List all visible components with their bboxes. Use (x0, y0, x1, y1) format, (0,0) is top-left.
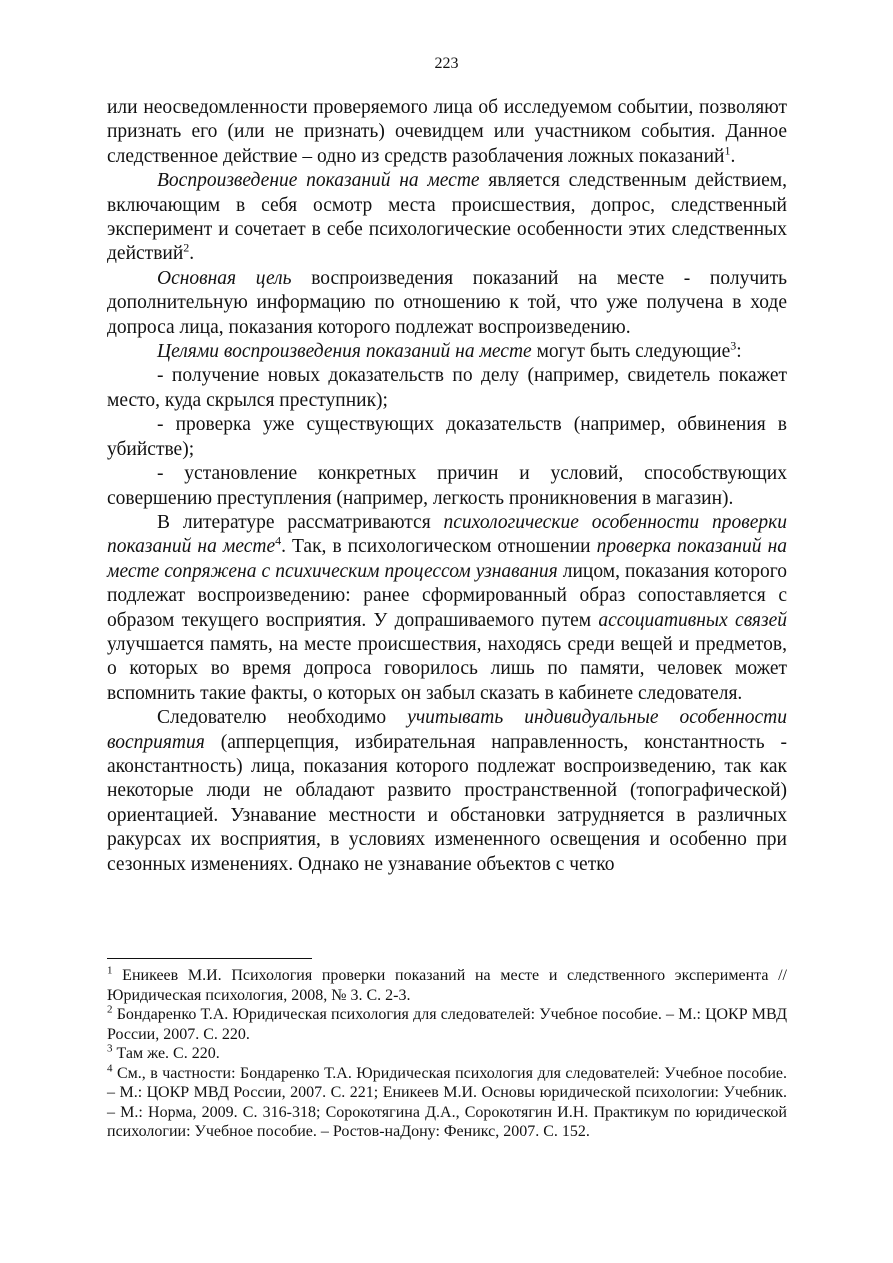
paragraph-end: . (189, 243, 195, 265)
list-item: - проверка уже существующих доказательств (например, обвинения в убийстве); (107, 414, 787, 460)
main-text (107, 96, 787, 877)
paragraph-text: могут быть следующие (531, 341, 731, 363)
footnotes (107, 966, 787, 1142)
footnote-separator (107, 958, 312, 959)
italic-term: Целями воспроизведения показаний на месте (157, 341, 532, 363)
paragraph-text: улучшается память, на месте происшествия, находясь среди вещей и предметов, о которых во время допроса говорилось лишь по памяти, человек может вспомнить такие факты, о которых он забыл сказать в кабинете следователя. (107, 633, 787, 704)
italic-term: проверка показаний на месте сопряжена с психическим процессом узнавания (107, 536, 787, 582)
footnote-3 (107, 1044, 787, 1064)
paragraph-text: . Так, в психологическом отношении (281, 536, 597, 558)
paragraph-text: является следственным действием, включающим в себя осмотр места происшествия, допрос, следственный эксперимент и сочетает в себе психологические особенности этих следственных действий (107, 170, 787, 265)
footnote-text: Бондаренко Т.А. Юридическая психология для следователей: Учебное пособие. – М.: ЦОКР МВД России, 2007. С. 220. (107, 1006, 787, 1043)
footnote-text: Еникеев М.И. Психология проверки показаний на месте и следственного эксперимента // Юридическая психология, 2008, № 3. С. 2-3. (107, 967, 787, 1004)
footnote-text: См., в частности: Бондаренко Т.А. Юридическая психология для следователей: Учебное пособие. – М.: ЦОКР МВД России, 2007. С. 221; Еникеев М.И. Основы юридической психологии: Учебник. – М.: Норма, 2009. С. 316-318; Сорокотягина Д.А., Сорокотягин И.Н. Практикум по юридической психологии: Учебное пособие. – Ростов-наДону: Феникс, 2007. С. 152. (107, 1064, 787, 1140)
page-number: 223 (434, 55, 459, 72)
paragraph-1 (107, 96, 787, 169)
paragraph-text: Следователю необходимо (157, 707, 408, 729)
paragraph-5 (107, 511, 787, 706)
footnote-number: 3 (107, 1042, 113, 1055)
italic-term: психологические особенности проверки показаний на месте (107, 511, 787, 558)
footnote-number: 1 (107, 964, 113, 977)
paragraph-text: (апперцепция, избирательная направленность, константность - аконстантность) лица, показания которого подлежат воспроизведению, так как некоторые люди не обладают развито пространственной (топографической) ориентацией. Узнавание местности и обстановки затрудняется в различных ракурсах их восприятия, в условиях измененного освещения и особенно при сезонных изменениях. Однако не узнавание объектов с четко (107, 731, 787, 875)
footnote-number: 4 (107, 1062, 113, 1075)
footnote-ref[interactable]: 3 (730, 338, 737, 353)
paragraph-text: В литературе рассматриваются (157, 511, 444, 533)
paragraph-6 (107, 706, 787, 877)
paragraph-2 (107, 169, 787, 267)
italic-term: учитывать индивидуальные особенности восприятия (107, 707, 787, 753)
italic-term: Воспроизведение показаний на месте (157, 170, 480, 192)
paragraph-text: воспроизведения показаний на месте - получить дополнительную информацию по отношению к той, что уже получена в ходе допроса лица, показания которого подлежат воспроизведению. (107, 267, 787, 338)
footnote-ref[interactable]: 4 (275, 533, 282, 548)
paragraph-4 (107, 340, 787, 364)
footnote-1 (107, 966, 787, 1005)
footnote-number: 2 (107, 1003, 113, 1016)
italic-term: Основная цель (157, 267, 292, 289)
paragraph-end: . (730, 145, 736, 167)
list-item: - получение новых доказательств по делу (например, свидетель покажет место, куда скрылся преступник); (107, 365, 787, 411)
paragraph-text: или неосведомленности проверяемого лица об исследуемом событии, позволяют признать его (или не признать) очевидцем или участником события. Данное следственное действие – одно из средств разоблачения ложных показаний (107, 97, 787, 167)
paragraph-text: лицом, показания которого подлежат воспроизведению: ранее сформированный образ сопоставляется с образом текущего восприятия. У допрашиваемого путем (107, 560, 788, 631)
footnote-ref[interactable]: 2 (183, 240, 190, 255)
footnote-4 (107, 1064, 787, 1142)
footnote-ref[interactable]: 1 (724, 143, 731, 158)
footnote-text: Там же. С. 220. (112, 1045, 220, 1062)
list-item: - установление конкретных причин и условий, способствующих совершению преступления (например, легкость проникновения в магазин). (107, 463, 787, 509)
italic-term: ассоциативных связей (598, 609, 787, 631)
paragraph-end: : (736, 341, 742, 363)
paragraph-3 (107, 267, 787, 340)
footnote-2 (107, 1005, 787, 1044)
